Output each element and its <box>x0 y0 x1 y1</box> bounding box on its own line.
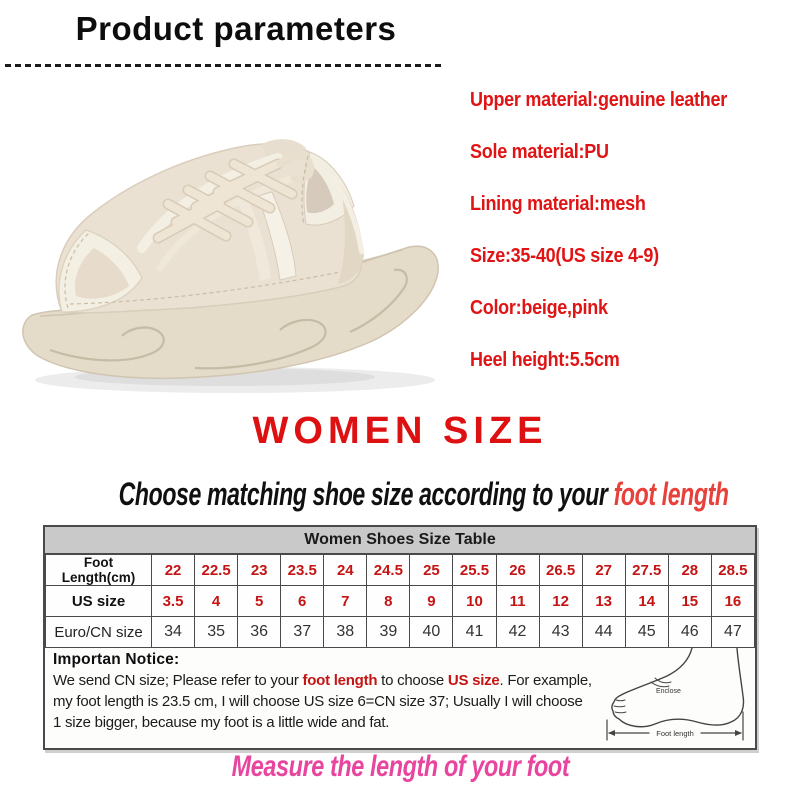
size-value-cell: 46 <box>668 617 711 648</box>
size-value-cell: 6 <box>281 586 324 617</box>
size-value-cell: 22.5 <box>195 555 238 586</box>
notice-text: to choose <box>377 672 448 689</box>
size-value-cell: 10 <box>453 586 496 617</box>
size-value-cell: 16 <box>711 586 754 617</box>
size-value-cell: 40 <box>410 617 453 648</box>
size-value-cell: 24 <box>324 555 367 586</box>
size-subtitle <box>0 476 800 513</box>
size-value-cell: 27 <box>582 555 625 586</box>
spec-sole-material: Sole material:PU <box>470 140 609 163</box>
size-value-cell: 27.5 <box>625 555 668 586</box>
notice-text: my foot length is 23.5 cm, I will choose US size 6=CN size 37; Usually I will choose <box>53 693 583 710</box>
size-value-cell: 11 <box>496 586 539 617</box>
size-value-cell: 23.5 <box>281 555 324 586</box>
foot-measure-diagram <box>599 648 751 745</box>
size-table-title: Women Shoes Size Table <box>45 527 755 554</box>
size-value-cell: 13 <box>582 586 625 617</box>
row-label-us-size: US size <box>46 586 152 617</box>
table-row-euro-cn-size <box>46 617 755 648</box>
sneaker-photo <box>10 80 450 400</box>
table-row-us-size <box>46 586 755 617</box>
size-value-cell: 37 <box>281 617 324 648</box>
size-value-cell: 36 <box>238 617 281 648</box>
foot-length-label: Foot length <box>656 729 694 738</box>
size-value-cell: 25 <box>410 555 453 586</box>
row-label-euro-cn-size: Euro/CN size <box>46 617 152 648</box>
size-value-cell: 28 <box>668 555 711 586</box>
size-table-box <box>43 525 757 750</box>
notice-title: Importan Notice: <box>53 651 180 668</box>
size-value-cell: 12 <box>539 586 582 617</box>
size-value-cell: 23 <box>238 555 281 586</box>
size-value-cell: 9 <box>410 586 453 617</box>
size-value-cell: 41 <box>453 617 496 648</box>
notice-highlight: US size <box>447 672 500 689</box>
size-table <box>45 554 755 648</box>
spec-upper-material: Upper material:genuine leather <box>470 88 727 111</box>
enclose-label: Enclose <box>656 688 681 695</box>
size-value-cell: 47 <box>711 617 754 648</box>
size-value-cell: 35 <box>195 617 238 648</box>
size-subtitle-highlight: foot length <box>613 476 729 512</box>
notice-text: . For example, <box>499 672 592 689</box>
size-subtitle-text: Choose matching shoe size according to your <box>118 476 614 512</box>
notice-text: We send CN size; Please refer to your <box>53 672 303 689</box>
notice-text: 1 size bigger, because my foot is a little wide and fat. <box>53 714 390 731</box>
spec-color: Color:beige,pink <box>470 296 608 319</box>
size-value-cell: 26.5 <box>539 555 582 586</box>
size-value-cell: 4 <box>195 586 238 617</box>
spec-lining-material: Lining material:mesh <box>470 192 646 215</box>
size-value-cell: 28.5 <box>711 555 754 586</box>
notice-body <box>53 670 653 733</box>
spec-size-range: Size:35-40(US size 4-9) <box>470 244 659 267</box>
size-value-cell: 43 <box>539 617 582 648</box>
women-size-heading: WOMEN SIZE <box>252 410 548 452</box>
table-row-foot-length <box>46 555 755 586</box>
spec-heel-height: Heel height:5.5cm <box>470 348 620 371</box>
size-value-cell: 8 <box>367 586 410 617</box>
size-value-cell: 44 <box>582 617 625 648</box>
size-value-cell: 34 <box>152 617 195 648</box>
measure-footer-text: Measure the length of your foot <box>231 750 569 783</box>
size-value-cell: 26 <box>496 555 539 586</box>
size-value-cell: 42 <box>496 617 539 648</box>
row-label-foot-length: Foot Length(cm) <box>46 555 152 586</box>
size-value-cell: 15 <box>668 586 711 617</box>
size-value-cell: 39 <box>367 617 410 648</box>
notice-section <box>45 648 755 748</box>
size-value-cell: 3.5 <box>152 586 195 617</box>
dashed-divider <box>5 64 442 67</box>
size-value-cell: 25.5 <box>453 555 496 586</box>
notice-highlight: foot length <box>302 672 378 689</box>
product-spec-list <box>470 74 790 386</box>
size-value-cell: 45 <box>625 617 668 648</box>
size-value-cell: 24.5 <box>367 555 410 586</box>
size-value-cell: 38 <box>324 617 367 648</box>
size-value-cell: 7 <box>324 586 367 617</box>
size-value-cell: 14 <box>625 586 668 617</box>
measure-footer <box>0 750 800 784</box>
page-title: Product parameters <box>75 10 397 47</box>
size-value-cell: 22 <box>152 555 195 586</box>
size-value-cell: 5 <box>238 586 281 617</box>
